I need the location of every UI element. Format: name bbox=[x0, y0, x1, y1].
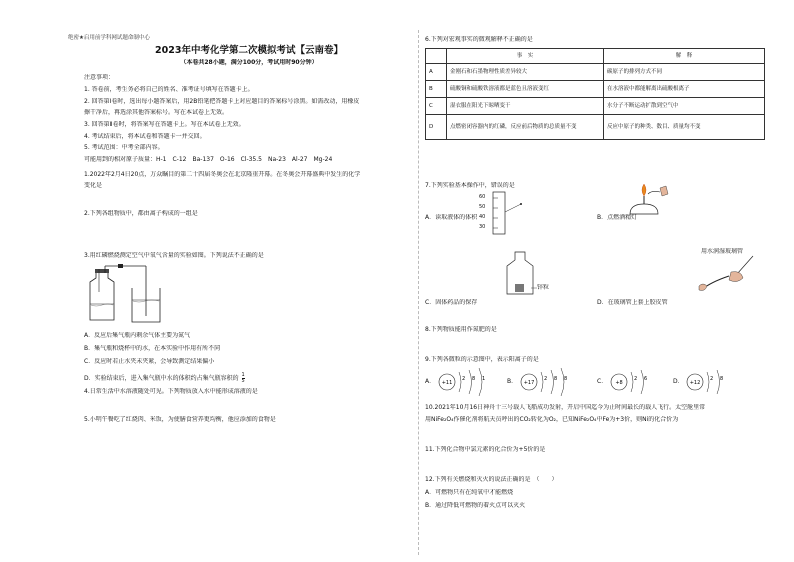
fact-cell: 硫酸铜和硫酸铁溶液都是蓝色且溶液变红 bbox=[447, 81, 604, 98]
scale-tick-label: 60 bbox=[479, 194, 486, 200]
q8-stem: 8.下列物质能用作氮肥的是 bbox=[425, 326, 497, 333]
q11-stem: 11.下列化合物中氯元素的化合价为+5价的是 bbox=[425, 446, 546, 453]
alcohol-lamp-figure bbox=[620, 184, 672, 226]
q2-stem: 2.下列各组物质中，都由离子构成的一组是 bbox=[84, 210, 198, 217]
shell-electrons: 8 bbox=[472, 376, 476, 382]
note-line: 3. 回答第Ⅱ卷时，将答案写在答题卡上。写在本试卷上无效。 bbox=[84, 121, 245, 128]
q7-stem: 7.下列实验基本操作中，错误的是 bbox=[425, 182, 515, 189]
q12-stem: 12.下列有关燃烧和灭火的说法正确的是 （ ） bbox=[425, 476, 558, 483]
q7-option-d: D．在玻璃管上套上胶皮管 bbox=[597, 299, 668, 306]
q7-option-a: A．读取液体的体积 bbox=[425, 214, 478, 221]
q1-stem: 变化是 bbox=[84, 182, 103, 189]
table-header-fact: 事 实 bbox=[447, 49, 604, 64]
q4-stem: 4.日常生活中水溶液随处可见。下列物质放入水中能形成溶液的是 bbox=[84, 388, 258, 395]
shell-electrons: 8 bbox=[564, 376, 568, 382]
fact-cell: 金刚石和石墨物理性质差异较大 bbox=[447, 64, 604, 81]
table-row bbox=[426, 49, 765, 64]
explanation-cell: 在水溶液中都能解离出硫酸根离子 bbox=[604, 81, 765, 98]
q9-option-d: D． bbox=[673, 378, 684, 385]
row-label: B bbox=[426, 81, 447, 98]
q9-option-c: C． bbox=[597, 378, 608, 385]
q9-option-a: A． bbox=[425, 378, 436, 385]
q10-stem: 10.2021年10月16日神舟十三号载人飞船成功发射，开启中国迄今为止时间最长的载人飞行。太空舱里常 bbox=[425, 404, 706, 411]
explanation-cell: 水分子不断运动扩散到空气中 bbox=[604, 98, 765, 115]
table-row bbox=[426, 81, 765, 98]
table-row bbox=[426, 64, 765, 81]
scale-tick-label: 30 bbox=[479, 224, 486, 230]
nucleus-label: +17 bbox=[523, 380, 535, 386]
shell-electrons: 8 bbox=[554, 376, 558, 382]
q3-option-a: A．反应后集气瓶内剩余气体主要为氮气 bbox=[84, 332, 191, 339]
atomic-masses: 可能用到的相对原子质量：H-1 C-12 Ba-137 O-16 Cl-35.5 Na-23 Al-27 Mg-24 bbox=[84, 156, 333, 163]
fraction-numerator: 1 bbox=[241, 372, 245, 378]
q7-option-b: B．点燃酒精灯 bbox=[597, 214, 638, 221]
nucleus-label: +8 bbox=[615, 380, 623, 386]
q1-stem: 1.2022年2月4日20点，万众瞩目的第二十四届冬奥会在北京隆重开幕。在冬奥会开幕盛典中发生的化学 bbox=[84, 171, 361, 178]
confidential-header: 绝密★启用前学科网试题命制中心 bbox=[68, 35, 150, 41]
exam-title: 2023年中考化学第二次模拟考试【云南卷】 bbox=[155, 45, 343, 56]
explanation-cell: 碳原子的排列方式不同 bbox=[604, 64, 765, 81]
atom-diagram-a bbox=[437, 366, 491, 398]
fact-cell: 点燃密闭容器内的红磷，反应前后物质的总质量不变 bbox=[447, 115, 604, 140]
note-line: 2. 回答第Ⅰ卷时，选出每小题答案后，用2B铅笔把答题卡上对应题目的答案标号涂黑。如需改动，用橡皮 bbox=[84, 98, 360, 105]
row-label: A bbox=[426, 64, 447, 81]
nucleus-label: +11 bbox=[441, 380, 453, 386]
phosphorus-apparatus-figure bbox=[84, 264, 164, 326]
atom-diagram-d bbox=[685, 366, 729, 398]
atom-diagram-b bbox=[519, 366, 573, 398]
q3-stem: 3.用红磷燃烧测定空气中氧气含量的实验如图。下列说法不正确的是 bbox=[84, 252, 264, 259]
q12-option-a: A．可燃物只有在纯氧中才能燃烧 bbox=[425, 489, 514, 496]
q3-option-c: C．反应时若止水夹未夹紧，会导致测定结果偏小 bbox=[84, 358, 215, 365]
q3-option-d-text: D．实验结束后，进入集气瓶中水的体积约占集气瓶容积的 bbox=[84, 375, 239, 382]
fraction-denominator: 5 bbox=[241, 378, 245, 384]
note-line: 擦干净后，再选涂其他答案标号。写在本试卷上无效。 bbox=[84, 109, 229, 116]
scale-tick-label: 40 bbox=[479, 214, 486, 220]
table-header-explanation: 解 释 bbox=[604, 49, 765, 64]
q3-option-d bbox=[84, 373, 245, 384]
shell-electrons: 2 bbox=[544, 376, 548, 382]
note-line: 5. 考试范围：中考全部内容。 bbox=[84, 144, 164, 151]
q3-option-b: B．集气瓶和烧杯中的水，在本实验中作用有所不同 bbox=[84, 345, 221, 352]
shell-electrons: 1 bbox=[482, 376, 486, 382]
scale-tick-label: 50 bbox=[479, 204, 486, 210]
note-line: 4. 考试结束后，将本试卷和答题卡一并交回。 bbox=[84, 133, 206, 140]
row-label: D bbox=[426, 115, 447, 140]
shell-electrons: 2 bbox=[710, 376, 714, 382]
q10-stem: 用NiFe₂O₄作催化剂将航天员呼出的CO₂转化为O₂，已知NiFe₂O₄中Fe为+3价，则Ni的化合价为 bbox=[425, 416, 679, 423]
q9-option-b: B． bbox=[507, 378, 518, 385]
nucleus-label: +12 bbox=[689, 380, 701, 386]
explanation-cell: 反应中原子的种类、数目、质量均不变 bbox=[604, 115, 765, 140]
q9-stem: 9.下列各微粒的示意图中，表示阳离子的是 bbox=[425, 356, 539, 363]
table-cell bbox=[426, 49, 447, 64]
wet-tube-label: 用水润湿玻璃管 bbox=[701, 248, 744, 255]
note-line: 1. 答卷前，考生务必将自己的姓名、准考证号填写在答题卡上。 bbox=[84, 86, 254, 93]
shell-electrons: 2 bbox=[462, 376, 466, 382]
atom-diagram-c bbox=[609, 366, 653, 398]
column-divider bbox=[418, 30, 419, 555]
q7-option-c: C．固体药品的保存 bbox=[425, 299, 478, 306]
table-row bbox=[426, 115, 765, 140]
fraction bbox=[242, 373, 245, 384]
q5-stem: 5.小明午餐吃了红烧肉、米饭，为使膳食营养更均衡，他应添加的食物是 bbox=[84, 416, 276, 423]
q6-table bbox=[425, 48, 765, 140]
shell-electrons: 8 bbox=[720, 376, 724, 382]
q12-option-b: B．通过降低可燃物的着火点可以灭火 bbox=[425, 502, 526, 509]
q6-stem: 6.下列对宏观事实的微观解释不正确的是 bbox=[425, 36, 533, 43]
shell-electrons: 2 bbox=[634, 376, 638, 382]
table-row bbox=[426, 98, 765, 115]
measuring-cylinder-figure bbox=[487, 192, 523, 236]
fact-cell: 湿衣服在阳光下晾晒变干 bbox=[447, 98, 604, 115]
cylinder-scale bbox=[479, 192, 485, 232]
notes-heading: 注意事项： bbox=[84, 74, 115, 81]
shell-electrons: 6 bbox=[644, 376, 648, 382]
exam-subtitle: （本卷共28小题，满分100分，考试用时90分钟） bbox=[180, 59, 318, 66]
row-label: C bbox=[426, 98, 447, 115]
glass-tube-figure bbox=[697, 256, 757, 292]
zinc-granules-label: 锌粒 bbox=[537, 284, 550, 291]
